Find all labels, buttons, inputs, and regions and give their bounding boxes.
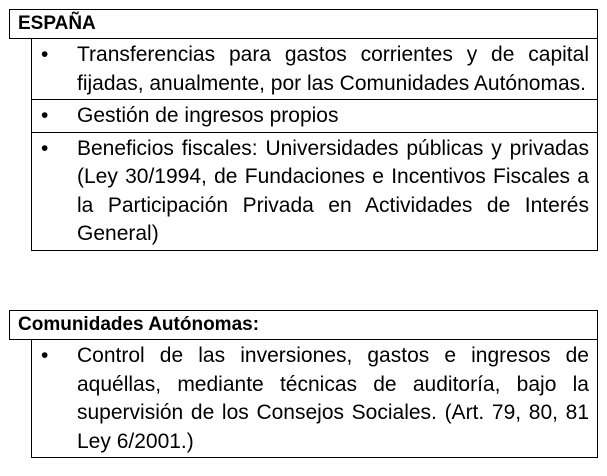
- bullet-icon: •: [41, 344, 49, 367]
- list-item-text: Gestión de ingresos propios: [77, 104, 339, 127]
- section-espana: [9, 9, 598, 251]
- bullet-icon: •: [41, 136, 49, 160]
- list-item-text: Control de las inversiones, gastos e ingresos de aquéllas, mediante técnicas de auditoría, bajo la supervisión de los Consejos Sociales. (Art. 79, 80, 81 Ley 6/2001.): [77, 344, 589, 453]
- section-header-espana: ESPAÑA: [9, 9, 598, 39]
- item-list-espana: [31, 39, 598, 251]
- list-item-text: Beneficios fiscales: Universidades públicas y privadas (Ley 30/1994, de Fundaciones e Incentivos Fiscales a la Participación Privada en Actividades de Interés General): [77, 136, 589, 245]
- list-item-control-inversiones: [32, 340, 597, 457]
- bullet-icon: •: [41, 43, 49, 66]
- section-header-comunidades: Comunidades Autónomas:: [9, 310, 598, 340]
- list-item-text: Transferencias para gastos corrientes y de capital fijadas, anualmente, por las Comunidades Autónomas.: [77, 43, 589, 95]
- list-item-transferencias: [32, 39, 597, 100]
- section-comunidades-autonomas: [9, 310, 598, 458]
- item-list-comunidades: [31, 340, 598, 458]
- bullet-icon: •: [41, 104, 49, 127]
- list-item-beneficios-fiscales: [32, 133, 597, 250]
- list-item-gestion-ingresos: [32, 100, 597, 133]
